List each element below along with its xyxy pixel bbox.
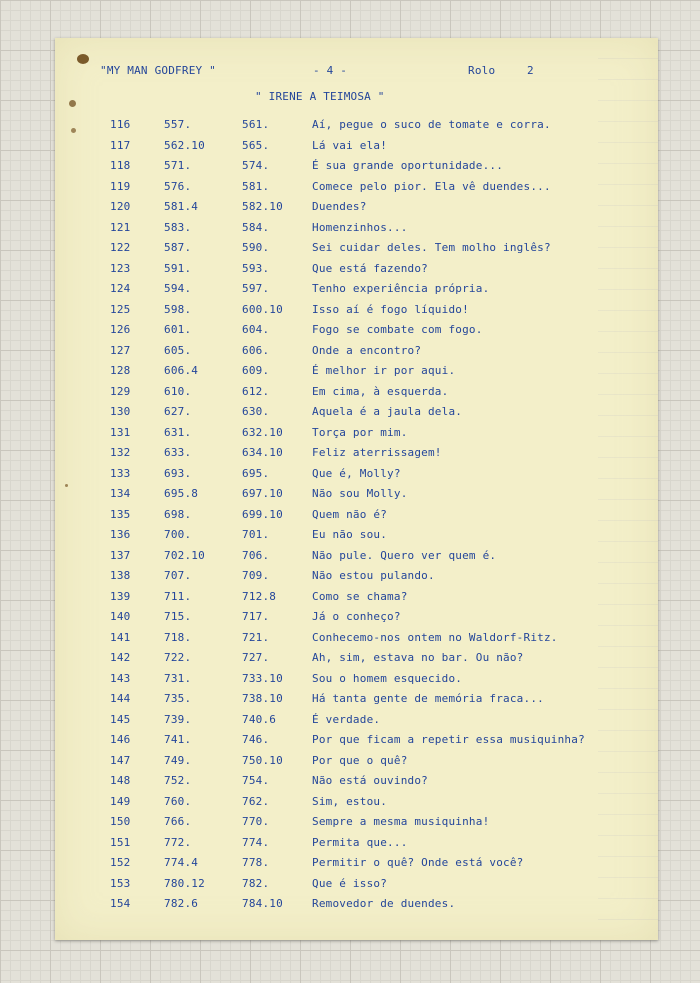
- timecode-in: 749.: [164, 753, 192, 767]
- row-number: 116: [110, 118, 131, 131]
- timecode-in: 774.4: [164, 856, 199, 869]
- timecode-in: 702.10: [164, 548, 205, 562]
- subtitle-text: Permitir o quê? Onde está você?: [312, 856, 524, 869]
- subtitle-text: Há tanta gente de memória fraca...: [312, 692, 544, 705]
- subtitle-text: Não está ouvindo?: [312, 774, 428, 787]
- timecode-in: 711.: [164, 589, 192, 603]
- timecode-out: 712.8: [242, 589, 277, 603]
- row-number: 121: [110, 220, 131, 234]
- row-number: 117: [110, 138, 131, 152]
- row-number: 153: [110, 876, 131, 890]
- timecode-out: 574.: [242, 159, 270, 172]
- subtitle-row: [55, 385, 658, 406]
- row-number: 138: [110, 569, 131, 582]
- timecode-in: 741.: [164, 733, 192, 746]
- timecode-in: 693.: [164, 466, 192, 480]
- timecode-in: 718.: [164, 630, 192, 644]
- subtitle-row: [55, 262, 658, 283]
- timecode-in: 627.: [164, 405, 192, 418]
- subtitle-text: Onde a encontro?: [312, 343, 422, 357]
- timecode-in: 772.: [164, 835, 192, 849]
- timecode-in: 766.: [164, 815, 192, 828]
- subtitle-text: Em cima, à esquerda.: [312, 384, 449, 398]
- subtitle-row: [55, 733, 658, 754]
- row-number: 129: [110, 384, 131, 398]
- timecode-in: 587.: [164, 241, 192, 254]
- subtitle-row: [55, 692, 658, 713]
- subtitle-text: Sei cuidar deles. Tem molho inglês?: [312, 241, 551, 254]
- row-number: 122: [110, 241, 131, 254]
- timecode-in: 581.4: [164, 200, 199, 213]
- timecode-out: 600.10: [242, 302, 283, 316]
- subtitle-text: Tenho experiência própria.: [312, 282, 490, 295]
- subtitle-text: Não pule. Quero ver quem é.: [312, 548, 497, 562]
- subtitle-text: Aí, pegue o suco de tomate e corra.: [312, 118, 551, 131]
- timecode-in: 598.: [164, 302, 192, 316]
- timecode-in: 631.: [164, 425, 192, 439]
- row-number: 133: [110, 466, 131, 480]
- subtitle-text: Não sou Molly.: [312, 487, 408, 500]
- timecode-out: 778.: [242, 856, 270, 869]
- subtitle-text: É verdade.: [312, 712, 381, 726]
- typed-page: [55, 38, 658, 940]
- subtitle-text: Feliz aterrissagem!: [312, 446, 442, 459]
- timecode-in: 591.: [164, 261, 192, 275]
- subtitle-text: Não estou pulando.: [312, 569, 435, 582]
- timecode-out: 721.: [242, 630, 270, 644]
- subtitle-text: Comece pelo pior. Ela vê duendes...: [312, 179, 551, 193]
- subtitle-text: Fogo se combate com fogo.: [312, 323, 483, 336]
- timecode-out: 717.: [242, 610, 270, 623]
- row-number: 142: [110, 651, 131, 664]
- row-number: 136: [110, 528, 131, 541]
- timecode-out: 612.: [242, 384, 270, 398]
- row-number: 132: [110, 446, 131, 459]
- subtitle-text: Permita que...: [312, 835, 408, 849]
- row-number: 143: [110, 671, 131, 685]
- row-number: 148: [110, 774, 131, 787]
- subtitle-text: Que é isso?: [312, 876, 388, 890]
- row-number: 119: [110, 179, 131, 193]
- timecode-in: 571.: [164, 159, 192, 172]
- timecode-out: 782.: [242, 876, 270, 890]
- timecode-in: 782.6: [164, 897, 199, 910]
- row-number: 130: [110, 405, 131, 418]
- subtitle-row: [55, 774, 658, 795]
- subtitle-row: [55, 426, 658, 447]
- subtitle-row: [55, 139, 658, 160]
- reel-number: 2: [527, 64, 534, 77]
- timecode-out: 584.: [242, 220, 270, 234]
- timecode-out: 784.10: [242, 897, 283, 910]
- timecode-in: 576.: [164, 179, 192, 193]
- row-number: 147: [110, 753, 131, 767]
- row-number: 128: [110, 364, 131, 377]
- subtitle-text: Sempre a mesma musiquinha!: [312, 815, 490, 828]
- timecode-in: 700.: [164, 528, 192, 541]
- row-number: 123: [110, 261, 131, 275]
- row-number: 126: [110, 323, 131, 336]
- timecode-out: 740.6: [242, 712, 277, 726]
- subtitle-text: Conhecemo-nos ontem no Waldorf-Ritz.: [312, 630, 558, 644]
- document-title: " IRENE A TEIMOSA ": [255, 90, 385, 103]
- subtitle-row: [55, 303, 658, 324]
- row-number: 141: [110, 630, 131, 644]
- subtitle-text: Removedor de duendes.: [312, 897, 456, 910]
- timecode-out: 634.10: [242, 446, 283, 459]
- subtitle-row: [55, 323, 658, 344]
- subtitle-row: [55, 672, 658, 693]
- timecode-out: 581.: [242, 179, 270, 193]
- subtitle-row: [55, 344, 658, 365]
- subtitle-row: [55, 528, 658, 549]
- subtitle-list: [55, 118, 658, 918]
- timecode-in: 739.: [164, 712, 192, 726]
- row-number: 125: [110, 302, 131, 316]
- timecode-out: 701.: [242, 528, 270, 541]
- timecode-in: 731.: [164, 671, 192, 685]
- subtitle-text: Já o conheço?: [312, 610, 401, 623]
- timecode-out: 565.: [242, 138, 270, 152]
- subtitle-row: [55, 569, 658, 590]
- subtitle-row: [55, 795, 658, 816]
- subtitle-row: [55, 610, 658, 631]
- timecode-in: 752.: [164, 774, 192, 787]
- timecode-out: 750.10: [242, 753, 283, 767]
- subtitle-row: [55, 651, 658, 672]
- timecode-out: 606.: [242, 343, 270, 357]
- timecode-in: 610.: [164, 384, 192, 398]
- timecode-in: 594.: [164, 282, 192, 295]
- timecode-out: 774.: [242, 835, 270, 849]
- subtitle-row: [55, 713, 658, 734]
- subtitle-row: [55, 180, 658, 201]
- subtitle-text: Lá vai ela!: [312, 138, 388, 152]
- timecode-in: 707.: [164, 569, 192, 582]
- timecode-out: 630.: [242, 405, 270, 418]
- row-number: 135: [110, 507, 131, 521]
- subtitle-text: Que é, Molly?: [312, 466, 401, 480]
- subtitle-row: [55, 856, 658, 877]
- reel-label: Rolo: [468, 64, 496, 77]
- timecode-in: 695.8: [164, 487, 199, 500]
- timecode-out: 733.10: [242, 671, 283, 685]
- timecode-out: 754.: [242, 774, 270, 787]
- timecode-in: 760.: [164, 794, 192, 808]
- subtitle-text: Quem não é?: [312, 507, 388, 521]
- subtitle-text: Por que o quê?: [312, 753, 408, 767]
- page-number: - 4 -: [313, 64, 348, 77]
- timecode-out: 582.10: [242, 200, 283, 213]
- row-number: 146: [110, 733, 131, 746]
- row-number: 152: [110, 856, 131, 869]
- subtitle-row: [55, 508, 658, 529]
- timecode-in: 557.: [164, 118, 192, 131]
- subtitle-text: Aquela é a jaula dela.: [312, 405, 463, 418]
- timecode-out: 597.: [242, 282, 270, 295]
- subtitle-text: Eu não sou.: [312, 528, 388, 541]
- row-number: 151: [110, 835, 131, 849]
- timecode-in: 722.: [164, 651, 192, 664]
- timecode-in: 606.4: [164, 364, 199, 377]
- subtitle-text: Homenzinhos...: [312, 220, 408, 234]
- timecode-in: 780.12: [164, 876, 205, 890]
- subtitle-row: [55, 282, 658, 303]
- timecode-out: 762.: [242, 794, 270, 808]
- row-number: 139: [110, 589, 131, 603]
- row-number: 145: [110, 712, 131, 726]
- subtitle-text: Sim, estou.: [312, 794, 388, 808]
- row-number: 137: [110, 548, 131, 562]
- subtitle-text: Isso aí é fogo líquido!: [312, 302, 469, 316]
- subtitle-row: [55, 549, 658, 570]
- timecode-out: 561.: [242, 118, 270, 131]
- subtitle-row: [55, 405, 658, 426]
- subtitle-row: [55, 118, 658, 139]
- subtitle-row: [55, 631, 658, 652]
- timecode-out: 738.10: [242, 692, 283, 705]
- subtitle-text: Como se chama?: [312, 589, 408, 603]
- timecode-in: 601.: [164, 323, 192, 336]
- timecode-out: 697.10: [242, 487, 283, 500]
- timecode-in: 633.: [164, 446, 192, 459]
- subtitle-row: [55, 364, 658, 385]
- stain-spot: [69, 100, 76, 107]
- timecode-in: 715.: [164, 610, 192, 623]
- timecode-out: 609.: [242, 364, 270, 377]
- timecode-in: 562.10: [164, 138, 205, 152]
- row-number: 120: [110, 200, 131, 213]
- timecode-in: 605.: [164, 343, 192, 357]
- subtitle-text: Por que ficam a repetir essa musiquinha?: [312, 733, 585, 746]
- subtitle-row: [55, 200, 658, 221]
- film-title: "MY MAN GODFREY ": [100, 64, 216, 77]
- subtitle-text: Sou o homem esquecido.: [312, 671, 463, 685]
- timecode-out: 727.: [242, 651, 270, 664]
- timecode-in: 698.: [164, 507, 192, 521]
- timecode-out: 746.: [242, 733, 270, 746]
- row-number: 124: [110, 282, 131, 295]
- subtitle-text: É sua grande oportunidade...: [312, 159, 504, 172]
- subtitle-row: [55, 877, 658, 898]
- timecode-out: 770.: [242, 815, 270, 828]
- row-number: 118: [110, 159, 131, 172]
- timecode-in: 735.: [164, 692, 192, 705]
- timecode-out: 709.: [242, 569, 270, 582]
- row-number: 149: [110, 794, 131, 808]
- subtitle-text: Torça por mim.: [312, 425, 408, 439]
- row-number: 144: [110, 692, 131, 705]
- row-number: 134: [110, 487, 131, 500]
- subtitle-row: [55, 221, 658, 242]
- subtitle-row: [55, 754, 658, 775]
- timecode-out: 699.10: [242, 507, 283, 521]
- ink-blot: [77, 54, 89, 64]
- subtitle-text: É melhor ir por aqui.: [312, 364, 456, 377]
- subtitle-text: Ah, sim, estava no bar. Ou não?: [312, 651, 524, 664]
- subtitle-row: [55, 836, 658, 857]
- timecode-out: 695.: [242, 466, 270, 480]
- timecode-in: 583.: [164, 220, 192, 234]
- timecode-out: 604.: [242, 323, 270, 336]
- subtitle-row: [55, 159, 658, 180]
- row-number: 127: [110, 343, 131, 357]
- subtitle-row: [55, 467, 658, 488]
- row-number: 140: [110, 610, 131, 623]
- timecode-out: 706.: [242, 548, 270, 562]
- subtitle-text: Que está fazendo?: [312, 261, 428, 275]
- subtitle-row: [55, 815, 658, 836]
- timecode-out: 593.: [242, 261, 270, 275]
- subtitle-row: [55, 446, 658, 467]
- subtitle-row: [55, 590, 658, 611]
- subtitle-row: [55, 487, 658, 508]
- subtitle-row: [55, 897, 658, 918]
- row-number: 150: [110, 815, 131, 828]
- subtitle-text: Duendes?: [312, 200, 367, 213]
- subtitle-row: [55, 241, 658, 262]
- row-number: 131: [110, 425, 131, 439]
- row-number: 154: [110, 897, 131, 910]
- timecode-out: 590.: [242, 241, 270, 254]
- timecode-out: 632.10: [242, 425, 283, 439]
